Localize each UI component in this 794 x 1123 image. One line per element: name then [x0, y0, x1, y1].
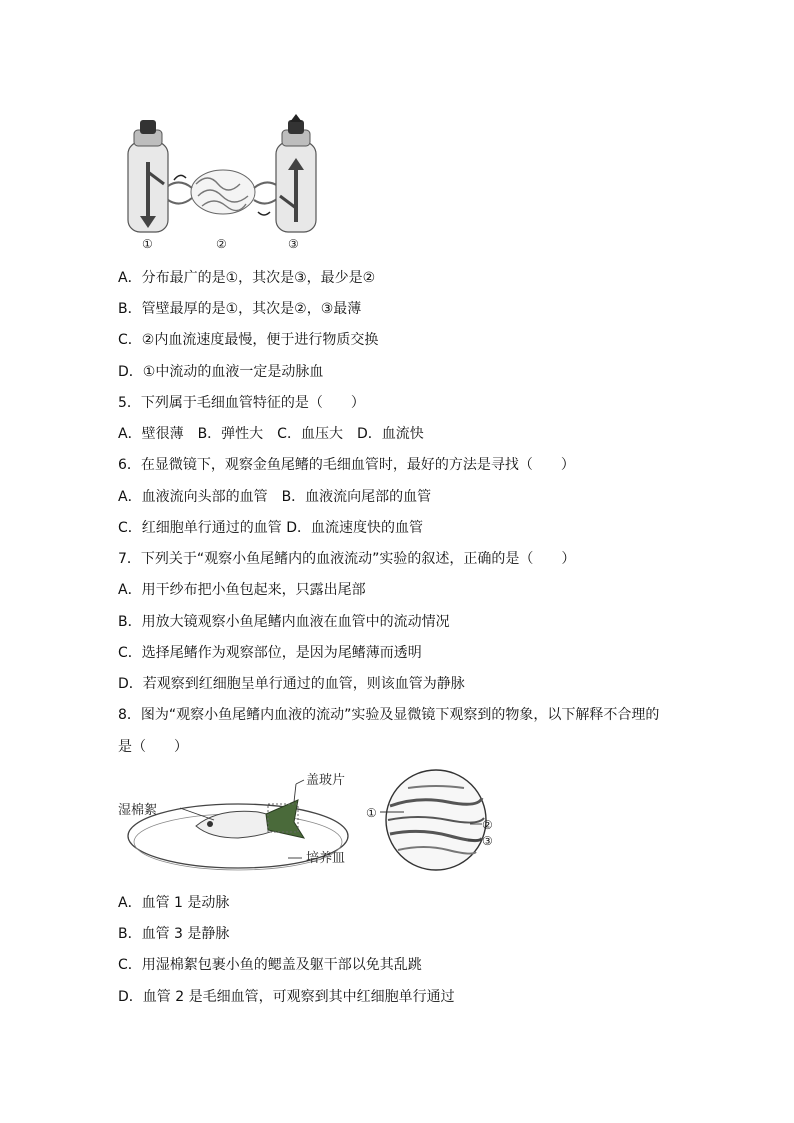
- circle-label-2: ②: [482, 818, 493, 832]
- q4-option-c: C．②内血流速度最慢，便于进行物质交换: [118, 332, 379, 348]
- q6-options-row2: C．红细胞单行通过的血管 D．血流速度快的血管: [118, 520, 424, 536]
- q7-option-a: A．用干纱布把小鱼包起来，只露出尾部: [118, 582, 366, 598]
- circle-label-1: ①: [366, 806, 377, 820]
- q7-option-d: D．若观察到红细胞呈单行通过的血管，则该血管为静脉: [118, 676, 465, 692]
- q4-option-a: A．分布最广的是①，其次是③，最少是②: [118, 270, 376, 286]
- fish-observation-figure: [118, 766, 508, 874]
- q8-option-b: B．血管 3 是静脉: [118, 926, 230, 942]
- q7-stem: 7．下列关于“观察小鱼尾鳍内的血液流动”实验的叙述，正确的是（ ）: [118, 551, 576, 567]
- q8-option-a: A．血管 1 是动脉: [118, 895, 230, 911]
- q5-options: A．壁很薄 B．弹性大 C．血压大 D．血流快: [118, 426, 424, 442]
- q7-option-b: B．用放大镜观察小鱼尾鳍内血液在血管中的流动情况: [118, 614, 450, 630]
- figure1-label-3: ③: [288, 237, 299, 251]
- q8-option-d: D．血管 2 是毛细血管，可观察到其中红细胞单行通过: [118, 989, 455, 1005]
- label-wet-cotton: 湿棉絮: [118, 803, 158, 818]
- figure1-label-1: ①: [142, 237, 153, 251]
- q4-option-d: D．①中流动的血液一定是动脉血: [118, 364, 324, 380]
- q7-option-c: C．选择尾鳍作为观察部位，是因为尾鳍薄而透明: [118, 645, 422, 661]
- figure1-label-2: ②: [216, 237, 227, 251]
- q8-stem-line1: 8．图为“观察小鱼尾鳍内血液的流动”实验及显微镜下观察到的物象，以下解释不合理的: [118, 707, 660, 723]
- q5-stem: 5．下列属于毛细血管特征的是（ ）: [118, 395, 365, 411]
- circle-label-3: ③: [482, 834, 493, 848]
- blood-vessel-figure: [118, 112, 328, 252]
- q6-stem: 6．在显微镜下，观察金鱼尾鳍的毛细血管时，最好的方法是寻找（ ）: [118, 457, 575, 473]
- q4-option-b: B．管壁最厚的是①，其次是②，③最薄: [118, 301, 362, 317]
- q8-option-c: C．用湿棉絮包裹小鱼的鳃盖及躯干部以免其乱跳: [118, 957, 422, 973]
- q6-options-row1: A．血液流向头部的血管 B．血液流向尾部的血管: [118, 489, 432, 505]
- label-cover-slip: 盖玻片: [306, 773, 346, 788]
- q8-stem-line2: 是（ ）: [118, 739, 188, 755]
- label-petri-dish: 培养皿: [306, 851, 346, 866]
